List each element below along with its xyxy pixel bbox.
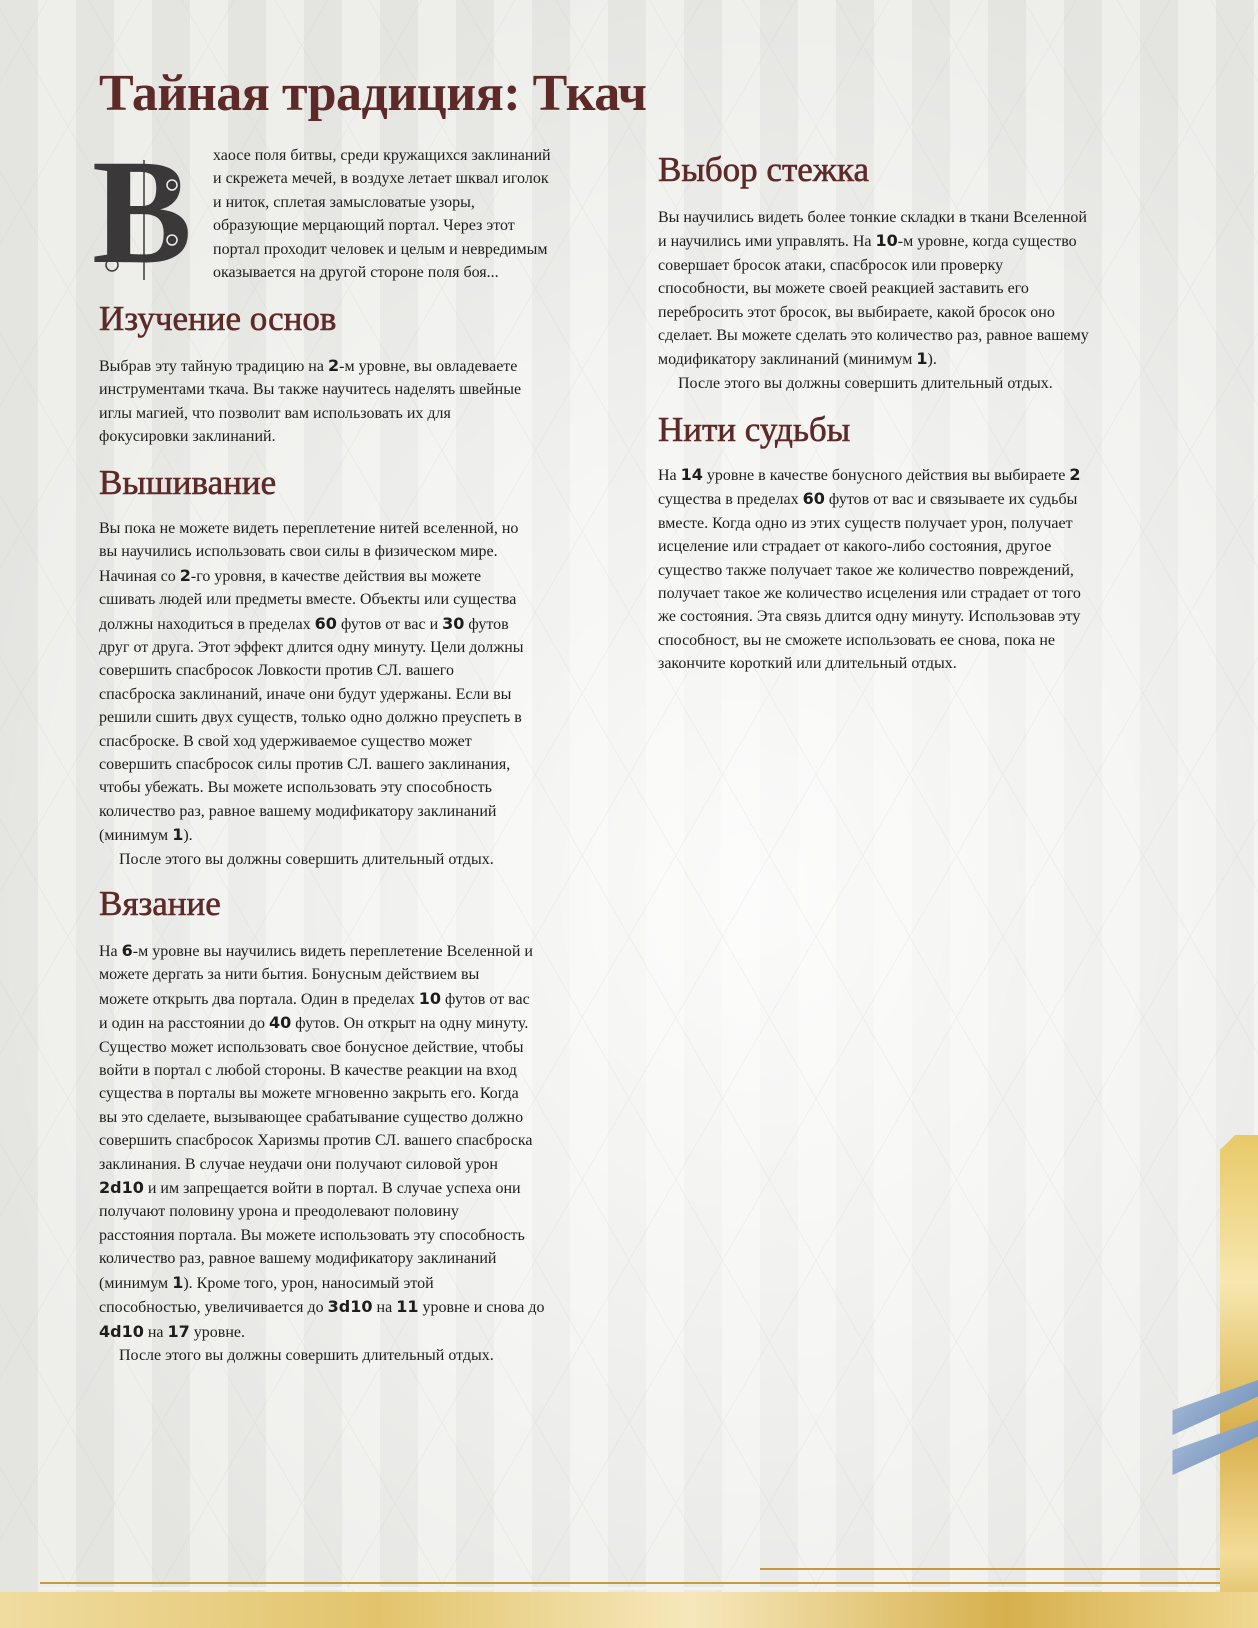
text-segment: хаосе поля битвы, среди кружащихся заклинаний [213, 147, 551, 164]
text-line [99, 776, 524, 799]
text-segment: количество раз, равное вашему модификатору заклинаний [99, 1250, 497, 1268]
text-line [99, 659, 524, 682]
heading-fate: Нити судьбы [658, 410, 851, 449]
text-line [99, 1036, 545, 1059]
bold-number: 2 [327, 356, 340, 375]
text-line [99, 1320, 545, 1344]
text-line [213, 261, 551, 284]
text-segment: количество раз, равное вашему модификатору заклинаний [99, 802, 497, 820]
text-line [99, 1106, 545, 1129]
text-segment: и один на расстоянии до [99, 1015, 269, 1033]
text-segment: футов. Он открыт на одну минуту. [291, 1015, 529, 1033]
text-segment: вы это сделаете, вызывающее срабатывание существо должно [99, 1108, 524, 1126]
text-segment: ). [927, 351, 937, 369]
text-segment: Существо может использовать свое бонусное действие, чтобы [99, 1038, 524, 1056]
text-segment: совершает бросок атаки, спасбросок или проверку [658, 256, 1004, 274]
text-line [213, 191, 551, 214]
text-line [658, 206, 1089, 229]
text-segment: совершить спасбросок Ловкости против СЛ. вашего [99, 662, 454, 680]
knitting-paragraph [99, 939, 545, 1367]
text-segment: и научились ими управлять. На [658, 233, 876, 251]
fate-paragraph [658, 463, 1081, 676]
text-segment: существа в пределах [658, 491, 803, 509]
text-line [99, 1295, 545, 1319]
text-segment: модификатору заклинаний (минимум [658, 351, 917, 369]
text-segment: расстояния портала. Вы можете использовать эту способность [99, 1226, 525, 1244]
text-line [99, 683, 524, 706]
text-line [99, 1247, 545, 1270]
text-segment: -м уровне вы научились видеть переплетение Вселенной и [132, 943, 533, 960]
heading-basics: Изучение основ [99, 299, 337, 338]
bold-number: 60 [314, 613, 337, 633]
text-segment: спасброске. В свой ход удерживаемое существо может [99, 732, 472, 750]
text-line [99, 1200, 545, 1223]
text-segment: чтобы убежать. Вы можете использовать эту способность [99, 779, 492, 797]
text-segment: получают половину урона и преодолевают половину [99, 1203, 459, 1221]
text-line [99, 1129, 545, 1152]
stitch-paragraph [658, 206, 1089, 395]
text-segment: инструментами ткача. Вы также научитесь наделять швейные [99, 381, 522, 399]
text-line [99, 1059, 545, 1082]
text-line [658, 324, 1089, 347]
text-segment: -м уровне, когда существо [897, 233, 1077, 251]
text-segment: способностью, увеличивается до [99, 1299, 328, 1317]
text-segment: портал проходит человек и целым и невредимым [213, 240, 548, 258]
text-line [658, 559, 1081, 582]
text-line [99, 564, 524, 588]
drop-cap-glyph: В [91, 129, 193, 295]
text-line [658, 463, 1081, 487]
bold-number: 1 [172, 1272, 184, 1292]
text-line [99, 730, 524, 753]
text-line [658, 347, 1089, 371]
text-line [99, 963, 545, 986]
text-segment: заклинания. В случае неудачи они получают силовой урон [99, 1155, 498, 1173]
text-line [99, 402, 521, 425]
text-segment: на [372, 1299, 397, 1317]
text-line [213, 238, 551, 261]
text-segment: совершить спасбросок силы против СЛ. вашего заклинания, [99, 756, 511, 774]
text-segment: существа в порталы вы можете мгновенно закрыть его. Когда [99, 1085, 519, 1103]
text-segment: же состояния. Эта связь длится одну минуту. Использовав эту [658, 608, 1081, 626]
text-line [213, 214, 551, 237]
bold-number: 1 [172, 825, 184, 845]
gold-border-bottom [0, 1592, 1258, 1628]
text-segment: можете дергать за нити бытия. Бонусным действием вы [99, 966, 480, 984]
text-line [99, 540, 524, 563]
page-title: Тайная традиция: Ткач [99, 65, 647, 122]
text-line [658, 629, 1081, 652]
rest-requirement-line: После этого вы должны совершить длительный отдых. [678, 374, 1053, 392]
text-segment: -м уровне, вы овладеваете [339, 358, 518, 375]
text-segment: друг от друга. Этот эффект длится одну минуту. Цели должны [99, 639, 524, 657]
text-line [658, 512, 1081, 535]
gold-border-right [1220, 1135, 1258, 1628]
text-segment: Вы научились видеть более тонкие складки в ткани Вселенной [658, 209, 1087, 226]
drop-cap-letter [91, 129, 197, 295]
basics-paragraph [99, 354, 521, 449]
text-line [658, 301, 1089, 324]
text-segment: На [99, 943, 122, 960]
text-segment: футов [464, 615, 509, 633]
text-line [99, 425, 521, 448]
text-segment: существо также получает такое же количество повреждений, [658, 561, 1074, 579]
bold-number: 30 [442, 613, 465, 633]
text-line [658, 254, 1089, 277]
text-segment: фокусировки заклинаний. [99, 428, 276, 446]
text-line [658, 487, 1081, 511]
text-segment: ). [183, 827, 193, 845]
bold-number: 60 [802, 489, 825, 509]
text-line [99, 706, 524, 729]
text-segment: исцеление или страдает от какого-либо состояния, другое [658, 538, 1052, 556]
bold-number: 2 [1069, 465, 1081, 484]
bold-number: 4d10 [99, 1321, 144, 1341]
text-segment: на [143, 1323, 168, 1341]
bold-number: 17 [167, 1321, 190, 1341]
text-segment: (минимум [99, 827, 173, 845]
intro-paragraph [213, 144, 551, 284]
text-segment: Начиная со [99, 567, 180, 585]
bold-number: 3d10 [327, 1297, 373, 1317]
bold-number: 14 [680, 465, 703, 484]
bold-number: 10 [875, 231, 898, 251]
text-segment: спасброска заклинаний, иначе они будут удержаны. Если вы [99, 685, 512, 703]
text-segment: уровне. [189, 1323, 246, 1341]
text-line [99, 378, 521, 401]
text-line [99, 612, 524, 636]
embroidery-paragraph [99, 517, 524, 871]
text-line [658, 605, 1081, 628]
text-line [99, 1224, 545, 1247]
text-line [99, 823, 524, 847]
text-segment: способности, вы можете своей реакцией заставить его [658, 280, 1029, 298]
text-line [99, 588, 524, 611]
text-line [99, 1082, 545, 1105]
text-segment: оказывается на другой стороне поля боя... [213, 264, 499, 282]
text-line [658, 652, 1081, 675]
text-segment: и ниток, сплетая замысловатые узоры, [213, 193, 475, 211]
bold-number: 2 [179, 565, 191, 585]
text-line [99, 800, 524, 823]
heading-stitch: Выбор стежка [658, 150, 869, 189]
text-line [99, 1011, 545, 1035]
text-segment: футов от вас [441, 990, 530, 1008]
text-line [99, 517, 524, 540]
bold-number: 11 [396, 1297, 419, 1317]
bold-number: 6 [121, 941, 133, 960]
text-segment: На [658, 467, 681, 484]
text-segment: и им запрещается войти в портал. В случае успеха они [143, 1180, 521, 1198]
text-segment: футов от вас и связываете их судьбы [824, 491, 1078, 509]
bold-number: 1 [916, 349, 928, 369]
text-line [658, 277, 1089, 300]
text-segment: сделает. Вы можете сделать это количество раз, равное вашему [658, 327, 1089, 345]
bold-number: 40 [269, 1013, 292, 1033]
text-segment: ). Кроме того, урон, наносимый этой [183, 1274, 434, 1292]
text-line [658, 582, 1081, 605]
gold-rule [40, 1582, 1220, 1584]
text-line [213, 167, 551, 190]
text-line [99, 1153, 545, 1176]
rest-requirement-line: После этого вы должны совершить длительный отдых. [119, 1346, 494, 1364]
heading-knitting: Вязание [99, 884, 221, 923]
text-line [99, 987, 545, 1011]
text-line [99, 1176, 545, 1200]
text-segment: уровне в качестве бонусного действия вы выбираете [702, 467, 1070, 484]
text-segment: уровне и снова до [418, 1299, 545, 1317]
text-segment: Выбрав эту тайную традицию на [99, 358, 328, 375]
heading-embroidery: Вышивание [99, 463, 277, 502]
text-line [99, 939, 545, 963]
text-segment: -го уровня, в качестве действия вы можете [190, 567, 482, 585]
text-line [99, 753, 524, 776]
rest-requirement-line: После этого вы должны совершить длительный отдых. [119, 850, 494, 868]
text-segment: иглы магией, что позволит вам использовать их для [99, 404, 451, 422]
text-segment: получает такое же количество исцеления или страдает от того [658, 585, 1081, 603]
text-segment: вместе. Когда одно из этих существ получает урон, получает [658, 514, 1073, 532]
gold-rule-upper [760, 1568, 1220, 1570]
text-line [99, 636, 524, 659]
text-segment: образующие мерцающий портал. Через этот [213, 217, 515, 235]
text-segment: можете открыть два портала. Один в пределах [99, 990, 419, 1008]
text-segment: (минимум [99, 1274, 173, 1292]
text-segment: закончите короткий или длительный отдых. [658, 655, 957, 673]
text-line [658, 535, 1081, 558]
text-segment: вы научились использовать свои силы в физическом мире. [99, 543, 498, 561]
text-segment: сшивать людей или предметы вместе. Объекты или существа [99, 591, 517, 609]
text-segment: войти в портал с любой стороны. В качестве реакции на вход [99, 1062, 517, 1080]
text-line [99, 1271, 545, 1295]
text-segment: и скрежета мечей, в воздухе летает шквал иголок [213, 170, 549, 188]
text-segment: должны находиться в пределах [99, 615, 315, 633]
text-segment: совершить спасбросок Харизмы против СЛ. вашего спасброска [99, 1132, 533, 1150]
text-segment: футов от вас и [336, 615, 443, 633]
bold-number: 10 [418, 988, 442, 1008]
text-segment: решили сшить двух существ, только одно должно преуспеть в [99, 709, 522, 727]
text-line [658, 229, 1089, 253]
bold-number: 2d10 [99, 1178, 144, 1198]
text-segment: перебросить этот бросок, вы выбираете, какой бросок оно [658, 303, 1055, 321]
text-line [99, 354, 521, 378]
text-segment: Вы пока не можете видеть переплетение нитей вселенной, но [99, 520, 519, 537]
text-segment: способност, вы не сможете использовать ее снова, пока не [658, 631, 1056, 649]
text-line [213, 144, 551, 167]
border-rule [40, 1587, 1220, 1590]
